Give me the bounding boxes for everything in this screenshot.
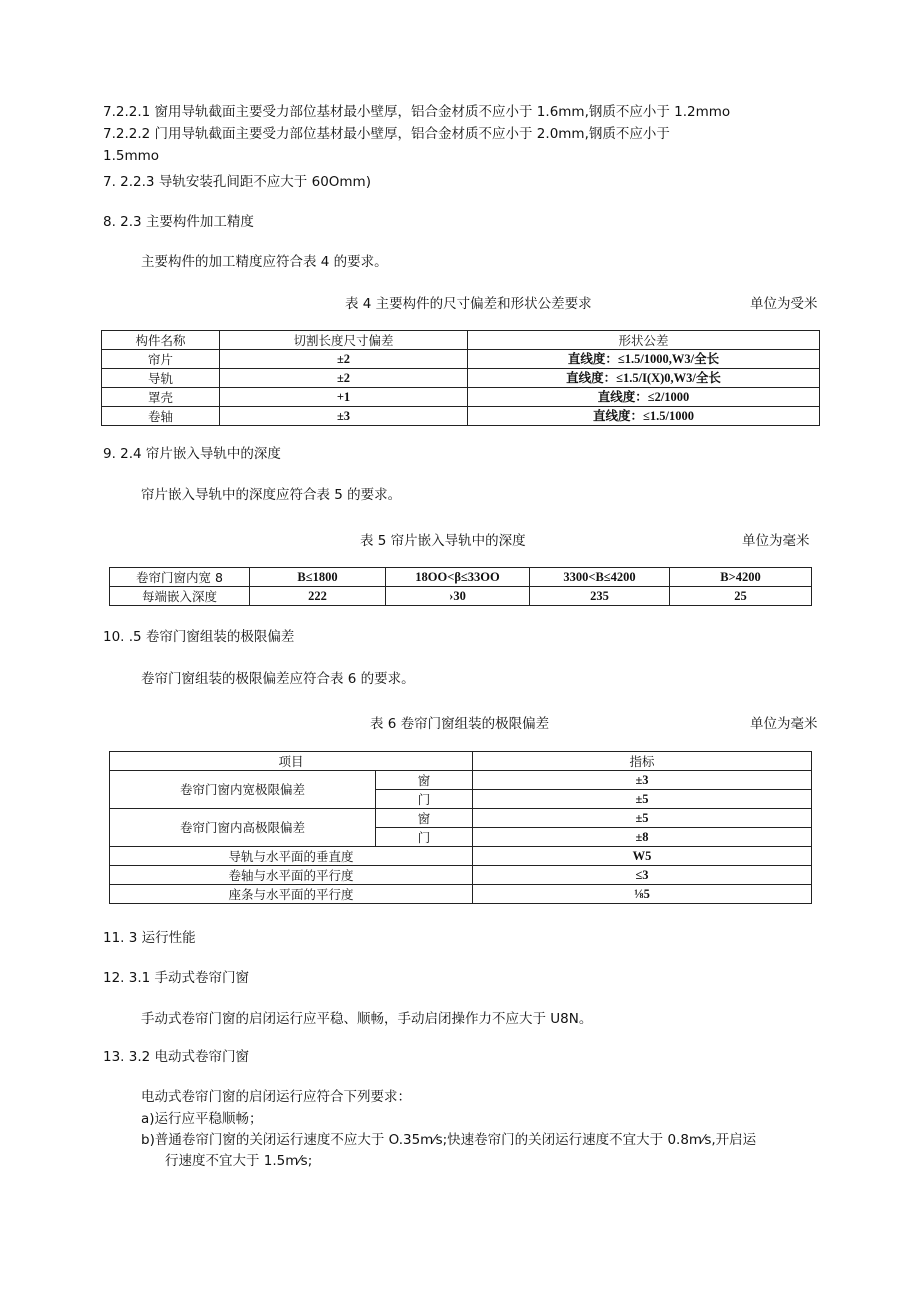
heading-9: 9. 2.4 帘片嵌入导轨中的深度 [103, 446, 281, 462]
heading-10: 10. .5 卷帘门窗组装的极限偏差 [103, 629, 295, 645]
table-row [110, 809, 812, 828]
t4-r3-c2: +1 [220, 388, 468, 407]
para-13: 电动式卷帘门窗的启闭运行应符合下列要求： [141, 1089, 411, 1105]
t4-header-name: 构件名称 [102, 331, 220, 350]
t6-header-item: 项目 [110, 752, 473, 771]
t6-height-door: 门 [376, 828, 473, 847]
t6-seat-val: ⅛5 [473, 885, 812, 904]
t6-width-label: 卷帘门窗内宽极限偏差 [110, 771, 376, 809]
t6-seat-label: 座条与水平面的平行度 [110, 885, 473, 904]
t6-width-window: 窗 [376, 771, 473, 790]
t5-r2-c4: 235 [530, 587, 670, 606]
heading-13: 13. 3.2 电动式卷帘门窗 [103, 1049, 250, 1065]
table-row [110, 771, 812, 790]
t4-r4-c3: 直线度：≤1.5/1000 [468, 407, 820, 426]
t6-height-door-val: ±8 [473, 828, 812, 847]
table-5 [109, 567, 812, 606]
item-b-cont: 行速度不宜大于 1.5m⁄s; [165, 1153, 313, 1169]
t6-vertical-val: W5 [473, 847, 812, 866]
table6-unit: 单位为毫米 [750, 716, 818, 732]
t4-r1-c1: 帘片 [102, 350, 220, 369]
table-row [110, 587, 812, 606]
clause-7-2-2-2: 7.2.2.2 门用导轨截面主要受力部位基材最小壁厚，铝合金材质不应小于 2.0mm,钢质不应小于 [103, 126, 670, 142]
table-6 [109, 751, 812, 904]
t5-r2-c2: 222 [250, 587, 386, 606]
table-row [110, 866, 812, 885]
table4-unit: 单位为受米 [750, 296, 818, 312]
t6-parallel-val: ≤3 [473, 866, 812, 885]
table-row [102, 388, 820, 407]
table-row [110, 568, 812, 587]
table6-caption: 表 6 卷帘门窗组装的极限偏差 [370, 716, 550, 732]
t4-header-shape: 形状公差 [468, 331, 820, 350]
t5-r2-c3: ›30 [386, 587, 530, 606]
t5-r2-c1: 每端嵌入深度 [110, 587, 250, 606]
heading-8: 8. 2.3 主要构件加工精度 [103, 214, 254, 230]
table-row [102, 369, 820, 388]
heading-12: 12. 3.1 手动式卷帘门窗 [103, 970, 250, 986]
t5-r1-c5: B>4200 [670, 568, 812, 587]
t5-r1-c1: 卷帘门窗内宽 8 [110, 568, 250, 587]
t6-width-door: 门 [376, 790, 473, 809]
t5-r1-c2: B≤1800 [250, 568, 386, 587]
para-8: 主要构件的加工精度应符合表 4 的要求。 [141, 254, 388, 270]
table5-caption: 表 5 帘片嵌入导轨中的深度 [360, 533, 526, 549]
item-a: a)运行应平稳顺畅； [141, 1111, 263, 1127]
table5-unit: 单位为毫米 [742, 533, 810, 549]
t4-r3-c3: 直线度：≤2/1000 [468, 388, 820, 407]
t4-r4-c1: 卷轴 [102, 407, 220, 426]
clause-7-2-2-1: 7.2.2.1 窗用导轨截面主要受力部位基材最小壁厚，铝合金材质不应小于 1.6mm,钢质不应小于 1.2mmo [103, 104, 731, 120]
clause-7-2-2-2-cont: 1.5mmo [103, 148, 160, 164]
t6-vertical-label: 导轨与水平面的垂直度 [110, 847, 473, 866]
table-row [102, 407, 820, 426]
clause-7-2-2-3: 7. 2.2.3 导轨安装孔间距不应大于 60Omm) [103, 174, 371, 190]
table-row [110, 847, 812, 866]
t6-width-door-val: ±5 [473, 790, 812, 809]
t5-r1-c4: 3300<B≤4200 [530, 568, 670, 587]
table-4 [101, 330, 820, 426]
t6-header-value: 指标 [473, 752, 812, 771]
table-row [110, 885, 812, 904]
t6-parallel-label: 卷轴与水平面的平行度 [110, 866, 473, 885]
t5-r1-c3: 18OO<β≤33OO [386, 568, 530, 587]
table-row [102, 350, 820, 369]
t4-r2-c2: ±2 [220, 369, 468, 388]
t4-r3-c1: 罩壳 [102, 388, 220, 407]
para-12: 手动式卷帘门窗的启闭运行应平稳、顺畅，手动启闭操作力不应大于 U8N。 [141, 1011, 593, 1027]
para-10: 卷帘门窗组装的极限偏差应符合表 6 的要求。 [141, 671, 415, 687]
t6-height-label: 卷帘门窗内高极限偏差 [110, 809, 376, 847]
t4-r4-c2: ±3 [220, 407, 468, 426]
t4-r2-c3: 直线度：≤1.5/I(X)0,W3/全长 [468, 369, 820, 388]
t5-r2-c5: 25 [670, 587, 812, 606]
t4-r2-c1: 导轨 [102, 369, 220, 388]
table4-caption: 表 4 主要构件的尺寸偏差和形状公差要求 [345, 296, 592, 312]
t6-height-window: 窗 [376, 809, 473, 828]
item-b: b)普通卷帘门窗的关闭运行速度不应大于 O.35m⁄s;快速卷帘门的关闭运行速度不宜大于 0.8m⁄s,开启运 [141, 1132, 757, 1148]
para-9: 帘片嵌入导轨中的深度应符合表 5 的要求。 [141, 487, 402, 503]
t4-r1-c2: ±2 [220, 350, 468, 369]
heading-11: 11. 3 运行性能 [103, 930, 196, 946]
t6-width-window-val: ±3 [473, 771, 812, 790]
t4-header-cut: 切割长度尺寸偏差 [220, 331, 468, 350]
t4-r1-c3: 直线度：≤1.5/1000,W3/全长 [468, 350, 820, 369]
t6-height-window-val: ±5 [473, 809, 812, 828]
